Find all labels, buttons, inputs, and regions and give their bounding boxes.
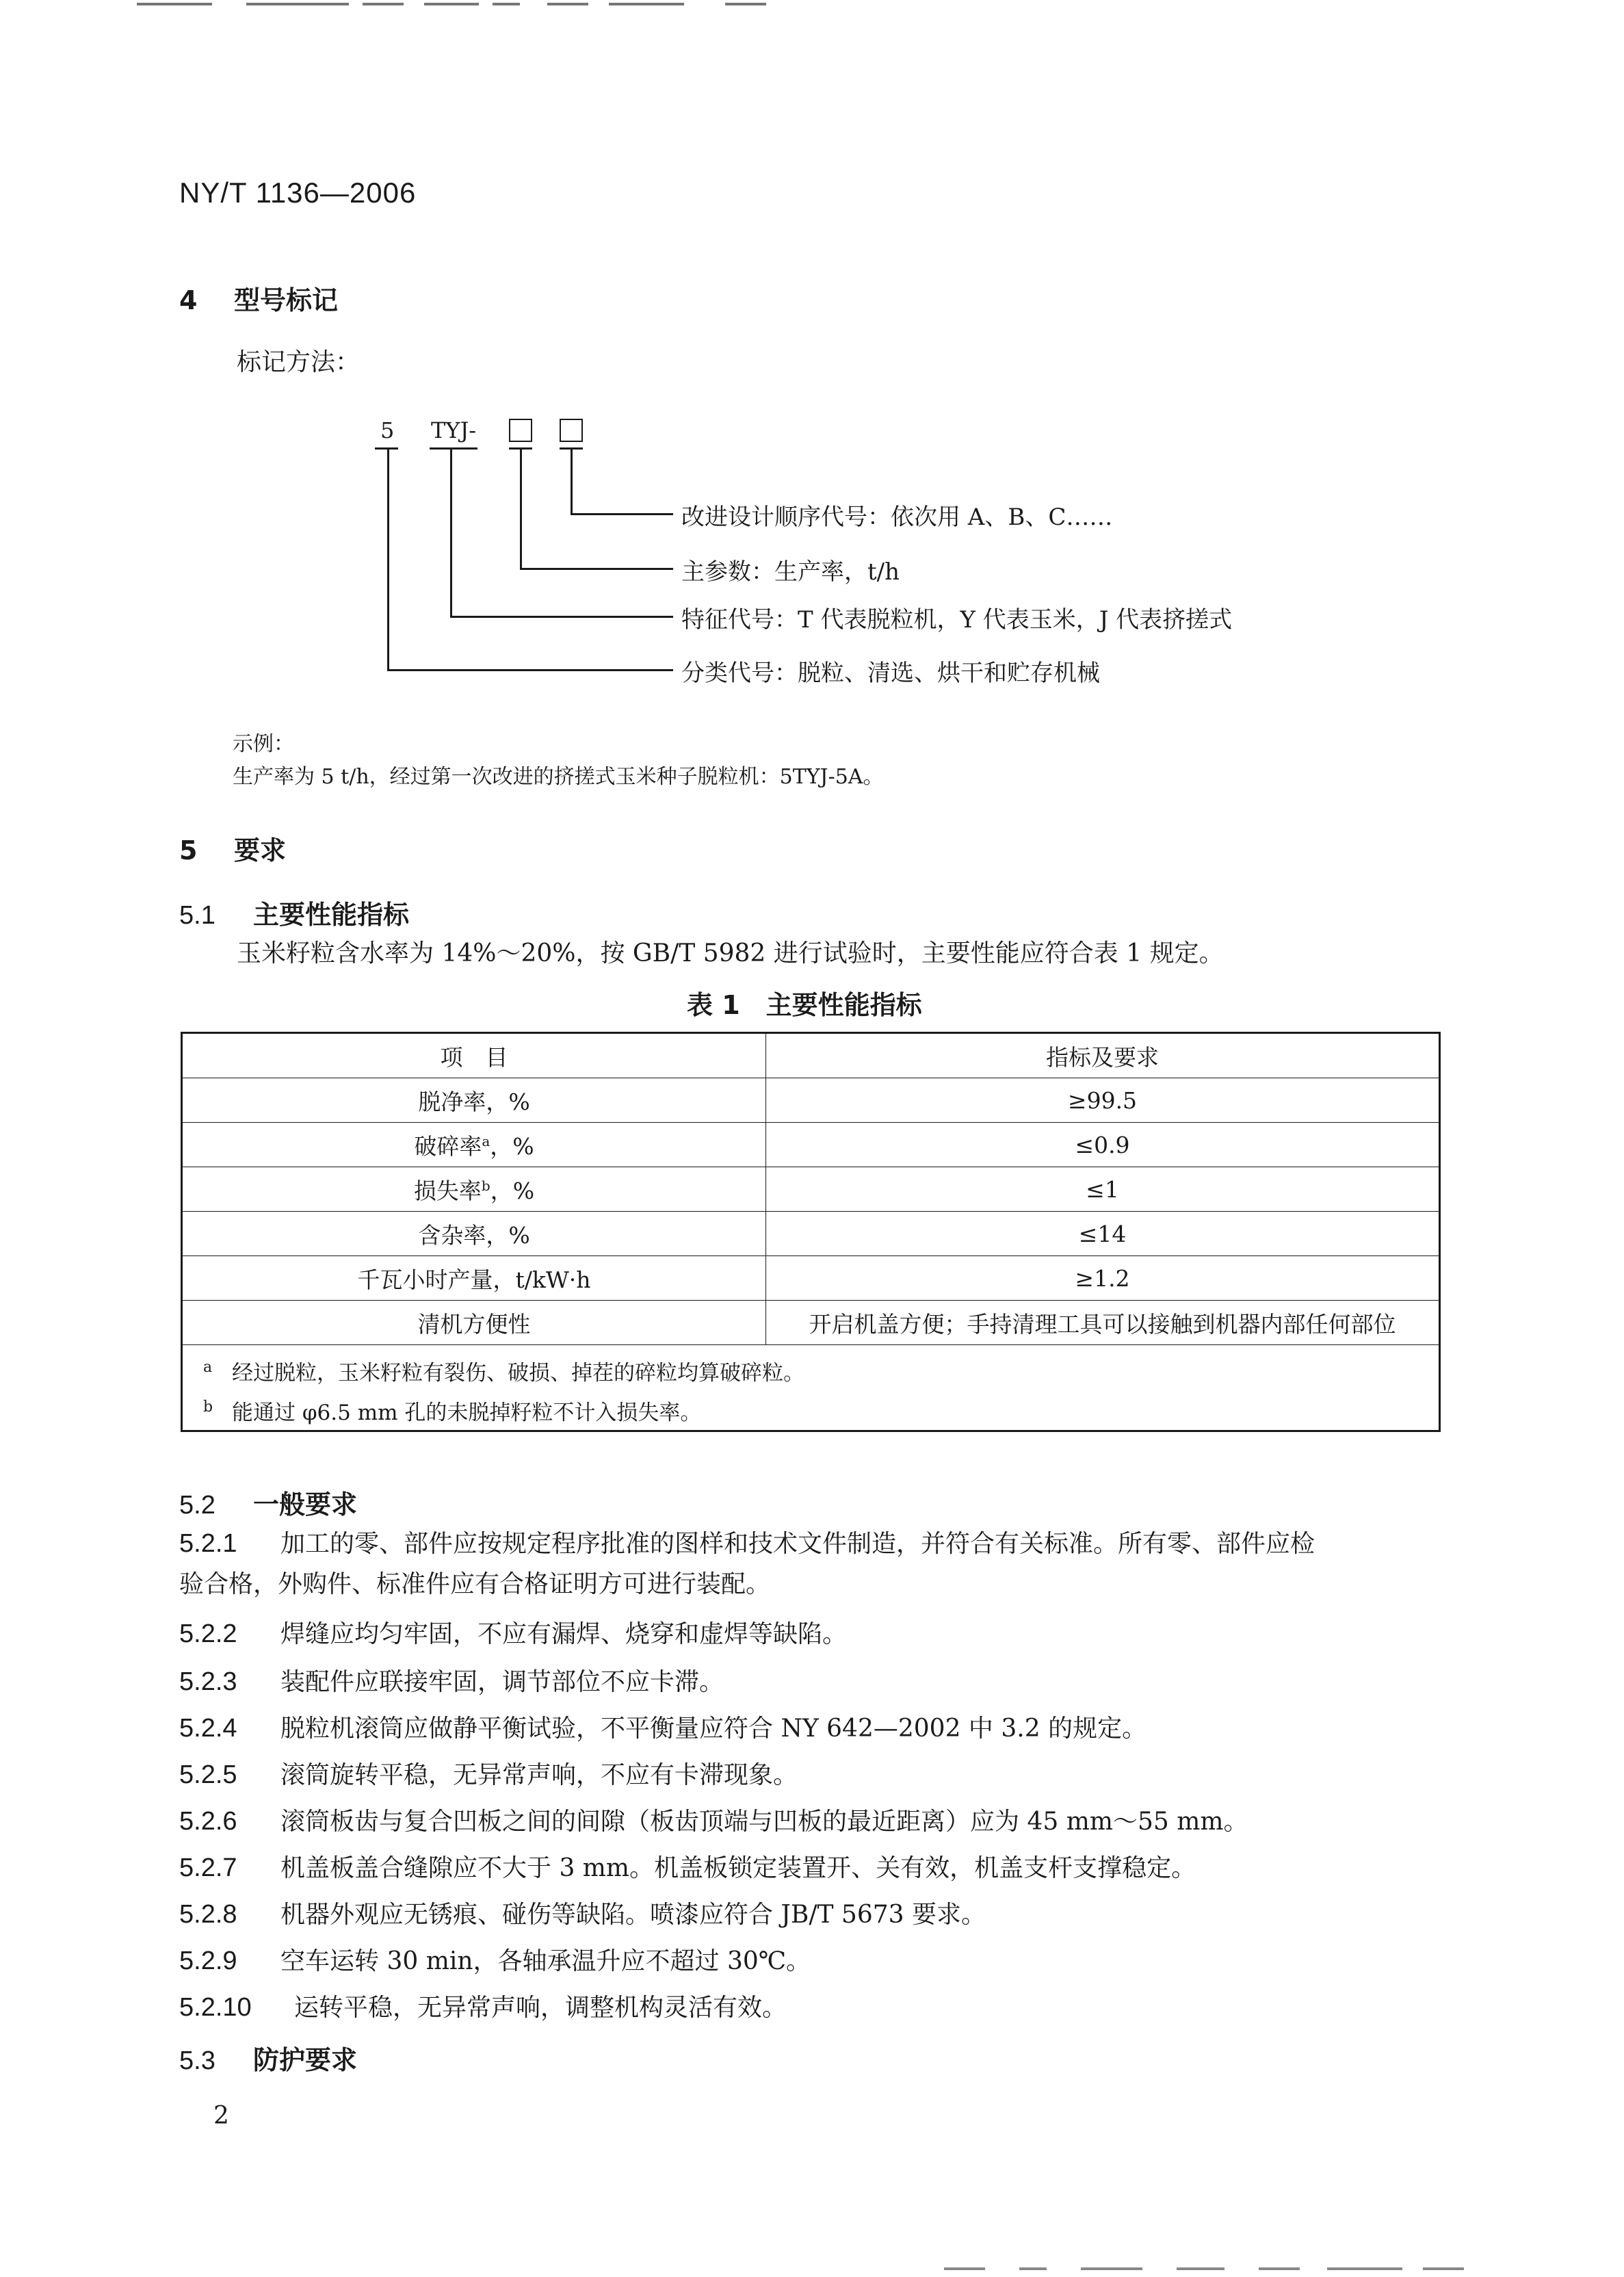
section-5-heading	[179, 829, 286, 867]
clause-5-2-1: 5.2.1 加工的零、部件应按规定程序批准的图样和技术文件制造，并符合有关标准。所有零、部件应检	[179, 1529, 1315, 1558]
table-footnote: a 经过脱粒，玉米籽粒有裂伤、破损、掉茬的碎粒均算破碎粒。	[182, 1345, 1440, 1391]
section-number: 5.3	[179, 2046, 215, 2075]
standard-code: NY/T 1136—2006	[179, 177, 417, 209]
table-cell-item: 含杂率，%	[182, 1212, 766, 1256]
connector-h-1	[571, 513, 673, 515]
model-code-part-5: 5	[380, 417, 395, 443]
table-header-requirement: 指标及要求	[766, 1033, 1440, 1078]
footnote-ref: b	[481, 1177, 490, 1194]
section-number: 4	[179, 285, 198, 315]
table-row	[182, 1078, 1440, 1123]
table-footnote-row	[182, 1390, 1440, 1431]
connector-h-4	[387, 669, 673, 671]
section-title: 一般要求	[253, 1489, 358, 1520]
connector-h-2	[520, 568, 673, 570]
clause-5-2-5: 5.2.5 滚筒旋转平稳，无异常声响，不应有卡滞现象。	[179, 1760, 798, 1789]
table-cell-value: ≥1.2	[766, 1256, 1440, 1301]
page-number: 2	[213, 2102, 229, 2130]
section-title: 防护要求	[253, 2045, 358, 2075]
legend-feature-code: 特征代号：T 代表脱粒机，Y 代表玉米，J 代表挤搓式	[681, 606, 1233, 634]
table-cell-item: 破碎率$^a$，%	[182, 1123, 766, 1167]
performance-table	[181, 1032, 1441, 1432]
table-row	[182, 1123, 1440, 1167]
table-footnote-row	[182, 1345, 1440, 1391]
section-number: 5.1	[179, 901, 215, 930]
placeholder-box-1	[509, 419, 532, 442]
table-footnote: b 能通过 φ6.5 mm 孔的未脱掉籽粒不计入损失率。	[182, 1390, 1440, 1431]
table-row	[182, 1256, 1440, 1301]
clause-5-2-10: 5.2.10 运转平稳，无异常声响，调整机构灵活有效。	[179, 1993, 787, 2022]
footnote-mark: a	[203, 1359, 213, 1377]
legend-improvement-code: 改进设计顺序代号：依次用 A、B、C……	[681, 504, 1113, 531]
table-cell-value: ≤14	[766, 1212, 1440, 1256]
placeholder-box-2	[560, 419, 583, 442]
table-cell-item: 损失率$^b$，%	[182, 1167, 766, 1212]
table-row	[182, 1167, 1440, 1212]
section-number: 5.2	[179, 1491, 215, 1520]
clause-5-2-3: 5.2.3 装配件应联接牢固，调节部位不应卡滞。	[179, 1667, 724, 1696]
table-row	[182, 1301, 1440, 1345]
connector-v-4	[387, 447, 389, 671]
table-header-row	[182, 1033, 1440, 1078]
connector-h-3	[450, 616, 673, 618]
scan-marks-top	[137, 0, 780, 10]
section-5-2-heading	[179, 1483, 357, 1521]
table-cell-value: ≥99.5	[766, 1078, 1440, 1123]
example-label: 示例：	[233, 732, 294, 756]
table-cell-item: 千瓦小时产量，t/kW·h	[182, 1256, 766, 1301]
connector-v-1	[571, 447, 573, 513]
underline-5	[375, 447, 398, 450]
clause-5-2-1-continued: 验合格，外购件、标准件应有合格证明方可进行装配。	[179, 1570, 771, 1598]
clause-5-2-6: 5.2.6 滚筒板齿与复合凹板之间的间隙（板齿顶端与凹板的最近距离）应为 45 mm～55 mm。	[179, 1807, 1248, 1836]
scan-marks-bottom	[944, 2266, 1491, 2273]
table-row	[182, 1212, 1440, 1256]
clause-5-2-8: 5.2.8 机器外观应无锈痕、碰伤等缺陷。喷漆应符合 JB/T 5673 要求。	[179, 1900, 986, 1929]
footnote-ref: a	[482, 1132, 490, 1149]
legend-category-code: 分类代号：脱粒、清选、烘干和贮存机械	[681, 660, 1100, 687]
example-text: 生产率为 5 t/h，经过第一次改进的挤搓式玉米种子脱粒机：5TYJ-5A。	[233, 765, 884, 789]
table-cell-item: 清机方便性	[182, 1301, 766, 1345]
table-header-item: 项 目	[182, 1033, 766, 1078]
connector-v-2	[520, 447, 522, 569]
legend-main-parameter: 主参数：生产率，t/h	[681, 558, 900, 586]
section-number: 5	[179, 835, 198, 866]
underline-tyj	[430, 447, 477, 450]
footnote-mark: b	[203, 1398, 213, 1416]
section-5-1-text: 玉米籽粒含水率为 14%～20%，按 GB/T 5982 进行试验时，主要性能应符合表 1 规定。	[237, 939, 1224, 967]
marking-intro: 标记方法：	[237, 348, 361, 376]
table-cell-item: 脱净率，%	[182, 1078, 766, 1123]
section-title: 型号标记	[234, 285, 339, 315]
connector-v-3	[450, 447, 452, 617]
section-5-3-heading	[179, 2039, 357, 2077]
clause-5-2-2: 5.2.2 焊缝应均匀牢固，不应有漏焊、烧穿和虚焊等缺陷。	[179, 1619, 848, 1648]
clause-5-2-9: 5.2.9 空车运转 30 min，各轴承温升应不超过 30℃。	[179, 1947, 811, 1975]
section-4-heading	[179, 279, 338, 317]
table-1-caption: 表 1 主要性能指标	[687, 990, 922, 1020]
model-code-part-tyj: TYJ-	[431, 417, 477, 443]
clause-5-2-7: 5.2.7 机盖板盖合缝隙应不大于 3 mm。机盖板锁定装置开、关有效，机盖支杆支撑稳定。	[179, 1853, 1196, 1882]
section-title: 要求	[234, 835, 287, 866]
table-cell-value: 开启机盖方便；手持清理工具可以接触到机器内部任何部位	[766, 1301, 1440, 1345]
table-cell-value: ≤0.9	[766, 1123, 1440, 1167]
clause-5-2-4: 5.2.4 脱粒机滚筒应做静平衡试验，不平衡量应符合 NY 642—2002 中 3.2 的规定。	[179, 1714, 1147, 1743]
section-title: 主要性能指标	[253, 900, 410, 930]
table-cell-value: ≤1	[766, 1167, 1440, 1212]
section-5-1-heading	[179, 894, 409, 931]
